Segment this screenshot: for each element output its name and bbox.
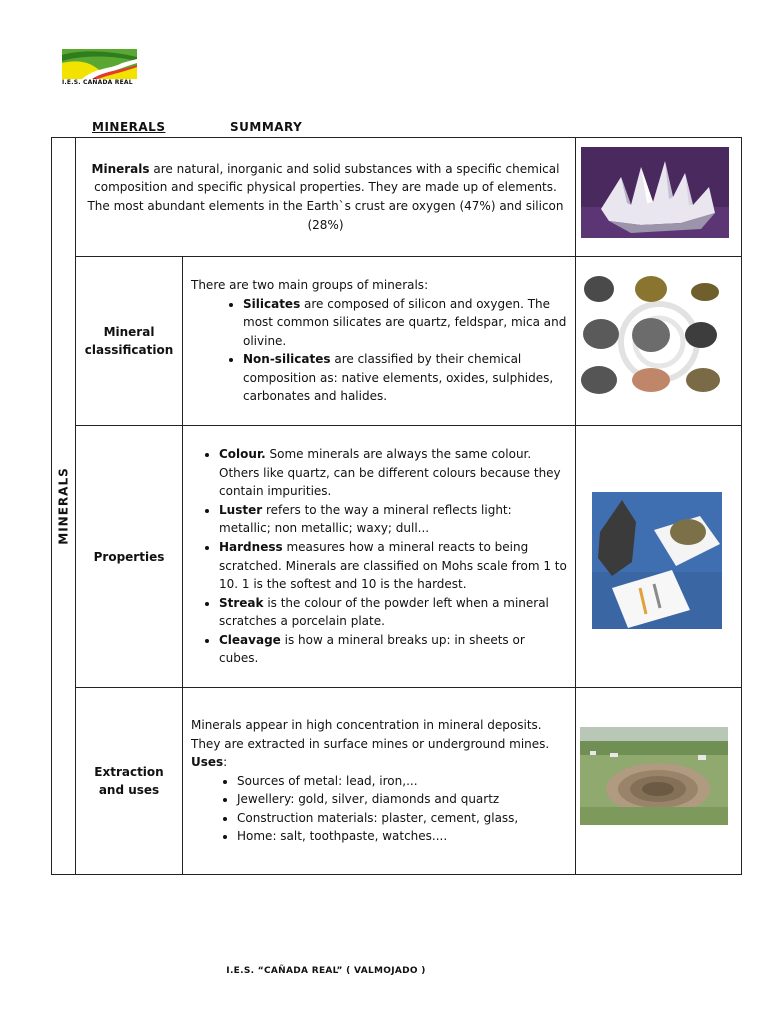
list-text: is how a mineral breaks up: in sheets or cubes. <box>219 632 525 666</box>
extraction-cell <box>183 688 576 875</box>
table-row-intro <box>52 138 742 257</box>
list-term: Colour. <box>219 446 266 461</box>
intro-cell <box>76 138 576 257</box>
mineral-samples-image <box>579 267 739 415</box>
list-item: • Construction materials: plaster, cement, glass, <box>237 809 567 828</box>
list-term: Silicates <box>243 296 301 311</box>
uses-list <box>191 772 567 846</box>
list-item <box>219 501 567 538</box>
classification-heading: Mineral classification <box>76 257 183 426</box>
list-item <box>219 594 567 631</box>
open-pit-mine-image-cell <box>576 688 742 875</box>
side-label: MINERALS <box>56 467 71 545</box>
list-item <box>219 445 567 501</box>
extraction-text: Minerals appear in high concentration in mineral deposits. They are extracted in surface mines or underground mines. <box>191 717 550 751</box>
uses-line <box>191 753 567 772</box>
table-row-properties <box>52 426 742 688</box>
open-pit-mine-image <box>580 727 728 825</box>
list-item: • Home: salt, toothpaste, watches.... <box>237 827 567 846</box>
list-term: Cleavage <box>219 632 281 647</box>
classification-lead: There are two main groups of minerals: <box>191 277 429 292</box>
logo-caption: I.E.S. CAÑADA REAL <box>62 79 133 86</box>
list-text: measures how a mineral reacts to being scratched. Minerals are classified on Mohs scale from 1 to 10. 1 is the softest and 10 is the hardest. <box>219 539 567 592</box>
properties-list <box>191 445 567 668</box>
extraction-heading: Extraction and uses <box>76 688 183 875</box>
quartz-crystal-image <box>581 147 729 238</box>
list-text: are composed of silicon and oxygen. The most common silicates are quartz, feldspar, mica and olivine. <box>243 296 567 348</box>
list-text: Some minerals are always the same colour. Others like quartz, can be different colours because they contain impurities. <box>219 446 561 499</box>
page-footer: I.E.S. “CAÑADA REAL” ( VALMOJADO ) <box>226 966 426 976</box>
uses-colon: : <box>223 755 228 770</box>
list-item <box>243 295 567 351</box>
list-term: Streak <box>219 595 264 610</box>
classification-list <box>191 295 567 407</box>
list-text: refers to the way a mineral reflects light: metallic; non metallic; waxy; dull... <box>219 502 512 536</box>
mineral-samples-image-cell <box>576 257 742 426</box>
list-item <box>219 631 567 668</box>
page-title-minerals: MINERALS <box>92 120 166 134</box>
streak-test-image <box>592 492 722 629</box>
summary-table <box>51 137 742 875</box>
streak-test-image-cell <box>576 426 742 688</box>
uses-label: Uses <box>191 755 224 770</box>
intro-term: Minerals <box>91 161 150 176</box>
list-item <box>219 538 567 594</box>
list-item <box>243 350 567 406</box>
side-cell <box>52 138 76 875</box>
quartz-image-cell <box>576 138 742 257</box>
list-text: are classified by their chemical composition as: native elements, oxides, sulphides, carbonates and halides. <box>243 352 554 404</box>
table-row-classification <box>52 257 742 426</box>
list-term: Hardness <box>219 539 283 554</box>
properties-heading: Properties <box>76 426 183 688</box>
list-text: is the colour of the powder left when a mineral scratches a porcelain plate. <box>219 595 549 629</box>
properties-cell <box>183 426 576 688</box>
page-title-summary: SUMMARY <box>230 120 303 134</box>
list-term: Non-silicates <box>243 352 331 367</box>
classification-cell <box>183 257 576 426</box>
list-item: • Sources of metal: lead, iron,... <box>237 772 567 791</box>
list-item: • Jewellery: gold, silver, diamonds and quartz <box>237 790 567 809</box>
table-row-extraction <box>52 688 742 875</box>
intro-text: are natural, inorganic and solid substances with a specific chemical composition and specific physical properties. They are made up of elements. The most abundant elements in the Earth`s crust are oxygen (47%) and silicon (28%) <box>87 161 564 232</box>
list-term: Luster <box>219 502 263 517</box>
